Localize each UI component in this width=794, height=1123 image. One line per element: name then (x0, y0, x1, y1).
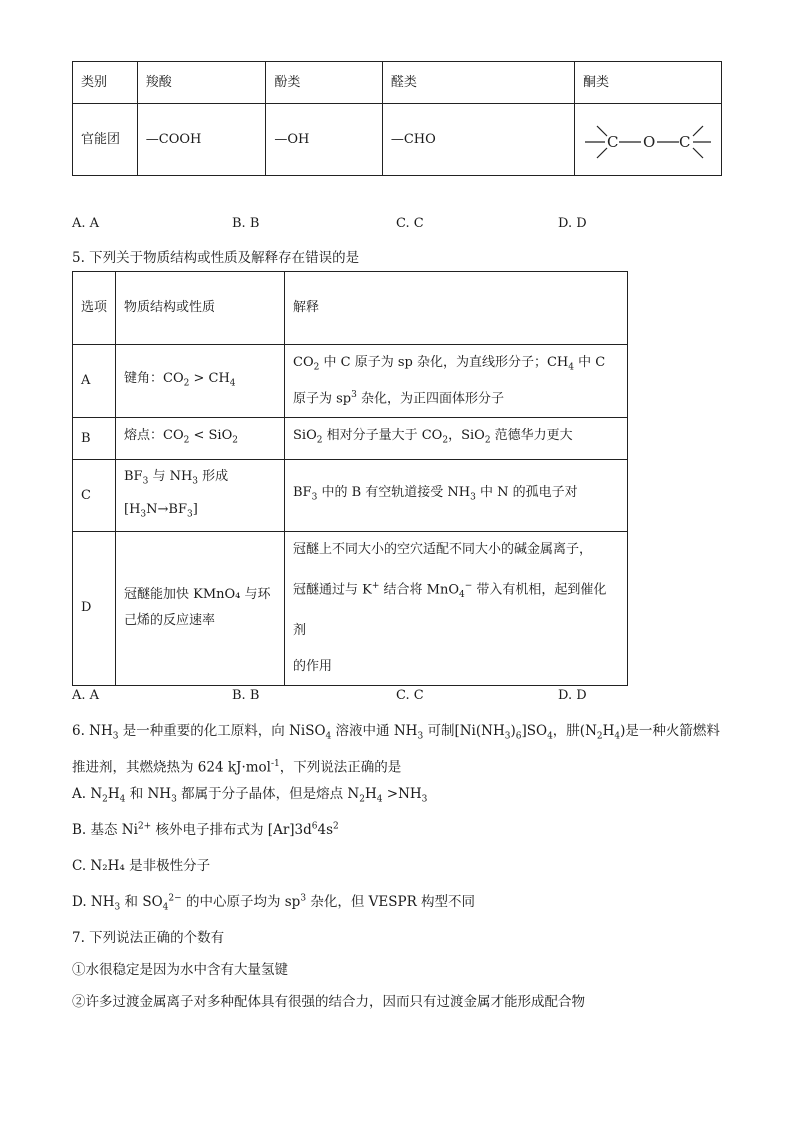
q6-option-b[interactable]: B. 基态 $Ni^{2+}$ 核外电子排布式为 $[Ar]3d^64s^2$ (72, 821, 339, 838)
row-b-property: 熔点：$CO_2 < SiO_2$ (116, 418, 285, 460)
ester-structure-diagram (583, 112, 713, 168)
q4-option-a[interactable]: A. A (72, 216, 100, 231)
row-c-option: C (73, 460, 116, 532)
q7-item-2: ②许多过渡金属离子对多种配体具有很强的结合力，因而只有过渡金属才能形成配合物 (72, 994, 585, 1010)
q6-option-a[interactable]: A. $N_2H_4$ 和 $NH_3$ 都属于分子晶体，但是熔点 $N_2H_4 >NH_3$ (72, 786, 428, 805)
cell-cho: —CHO (382, 104, 574, 176)
row-a-option: A (73, 345, 116, 418)
q6-option-d[interactable]: D. $NH_3$ 和 $SO_4^{2-}$ 的中心原子均为 $sp^3$ 杂化，但 VESPR 构型不同 (72, 893, 476, 913)
header-category: 类别 (73, 62, 138, 104)
row-d-option: D (73, 532, 116, 686)
row-c-explanation: $BF_3$ 中的 B 有空轨道接受 $NH_3$ 中 N 的孤电子对 (285, 460, 628, 532)
q5-option-c[interactable]: C. C (396, 688, 424, 703)
q7-item-1: ①水很稳定是因为水中含有大量氢键 (72, 962, 288, 978)
q6-stem: 6. $NH_3$ 是一种重要的化工原料，向 NiSO$_4$ 溶液中通 $NH_3$ 可制$[Ni(NH_3)_6]SO_4$，肼$(N_2H_4)$是一种火箭燃料推进剂，其燃烧热为 624 kJ·mol$^{-1}$，下列说法正确的是 (72, 723, 720, 776)
row-c-property: $BF_3$ 与 $NH_3$ 形成 $[H_3N\to BF_3]$ (116, 460, 285, 532)
cell-ketone-structure (575, 104, 722, 176)
q6-option-c[interactable]: C. N₂H₄ 是非极性分子 (72, 858, 211, 874)
q4-option-c[interactable]: C. C (396, 216, 424, 231)
header-explanation: 解释 (285, 272, 628, 345)
q5-option-d[interactable]: D. D (558, 688, 587, 703)
header-phenol: 酚类 (266, 62, 383, 104)
q5-table (72, 271, 628, 686)
row-b-option: B (73, 418, 116, 460)
header-property: 物质结构或性质 (116, 272, 285, 345)
row-a-property: 键角：$CO_2 > CH_4$ (116, 345, 285, 418)
row-d-explanation: 冠醚上不同大小的空穴适配不同大小的碱金属离子， 冠醚通过与 K+ 结合将 MnO$_4$− 带入有机相，起到催化剂 的作用 (285, 532, 628, 686)
q5-options (72, 688, 632, 708)
atom-o: O (643, 132, 656, 151)
row-b-explanation: SiO$_2$ 相对分子量大于 $CO_2$，SiO$_2$ 范德华力更大 (285, 418, 628, 460)
row-a-explanation: $CO_2$ 中 C 原子为 sp 杂化，为直线形分子；$CH_4$ 中 C 原子为 $sp^3$ 杂化，为正四面体形分子 (285, 345, 628, 418)
row-d-property: 冠醚能加快 KMnO₄ 与环己烯的反应速率 (116, 532, 285, 686)
q5-option-a[interactable]: A. A (72, 688, 100, 703)
q4-option-b[interactable]: B. B (232, 216, 260, 231)
header-aldehyde: 醛类 (382, 62, 574, 104)
q7-stem: 7. 下列说法正确的个数有 (72, 930, 225, 946)
q4-option-d[interactable]: D. D (558, 216, 587, 231)
header-option: 选项 (73, 272, 116, 345)
cell-cooh: —COOH (137, 104, 266, 176)
q5-stem: 5. 下列关于物质结构或性质及解释存在错误的是 (72, 250, 360, 266)
header-ketone: 酮类 (575, 62, 722, 104)
cell-oh: —OH (266, 104, 383, 176)
atom-c2: C (679, 132, 691, 151)
q4-options (72, 216, 632, 236)
row-label-functional-group: 官能团 (73, 104, 138, 176)
header-carboxylic-acid: 羧酸 (137, 62, 266, 104)
q5-option-b[interactable]: B. B (232, 688, 260, 703)
functional-group-table (72, 61, 722, 176)
atom-c1: C (607, 132, 619, 151)
